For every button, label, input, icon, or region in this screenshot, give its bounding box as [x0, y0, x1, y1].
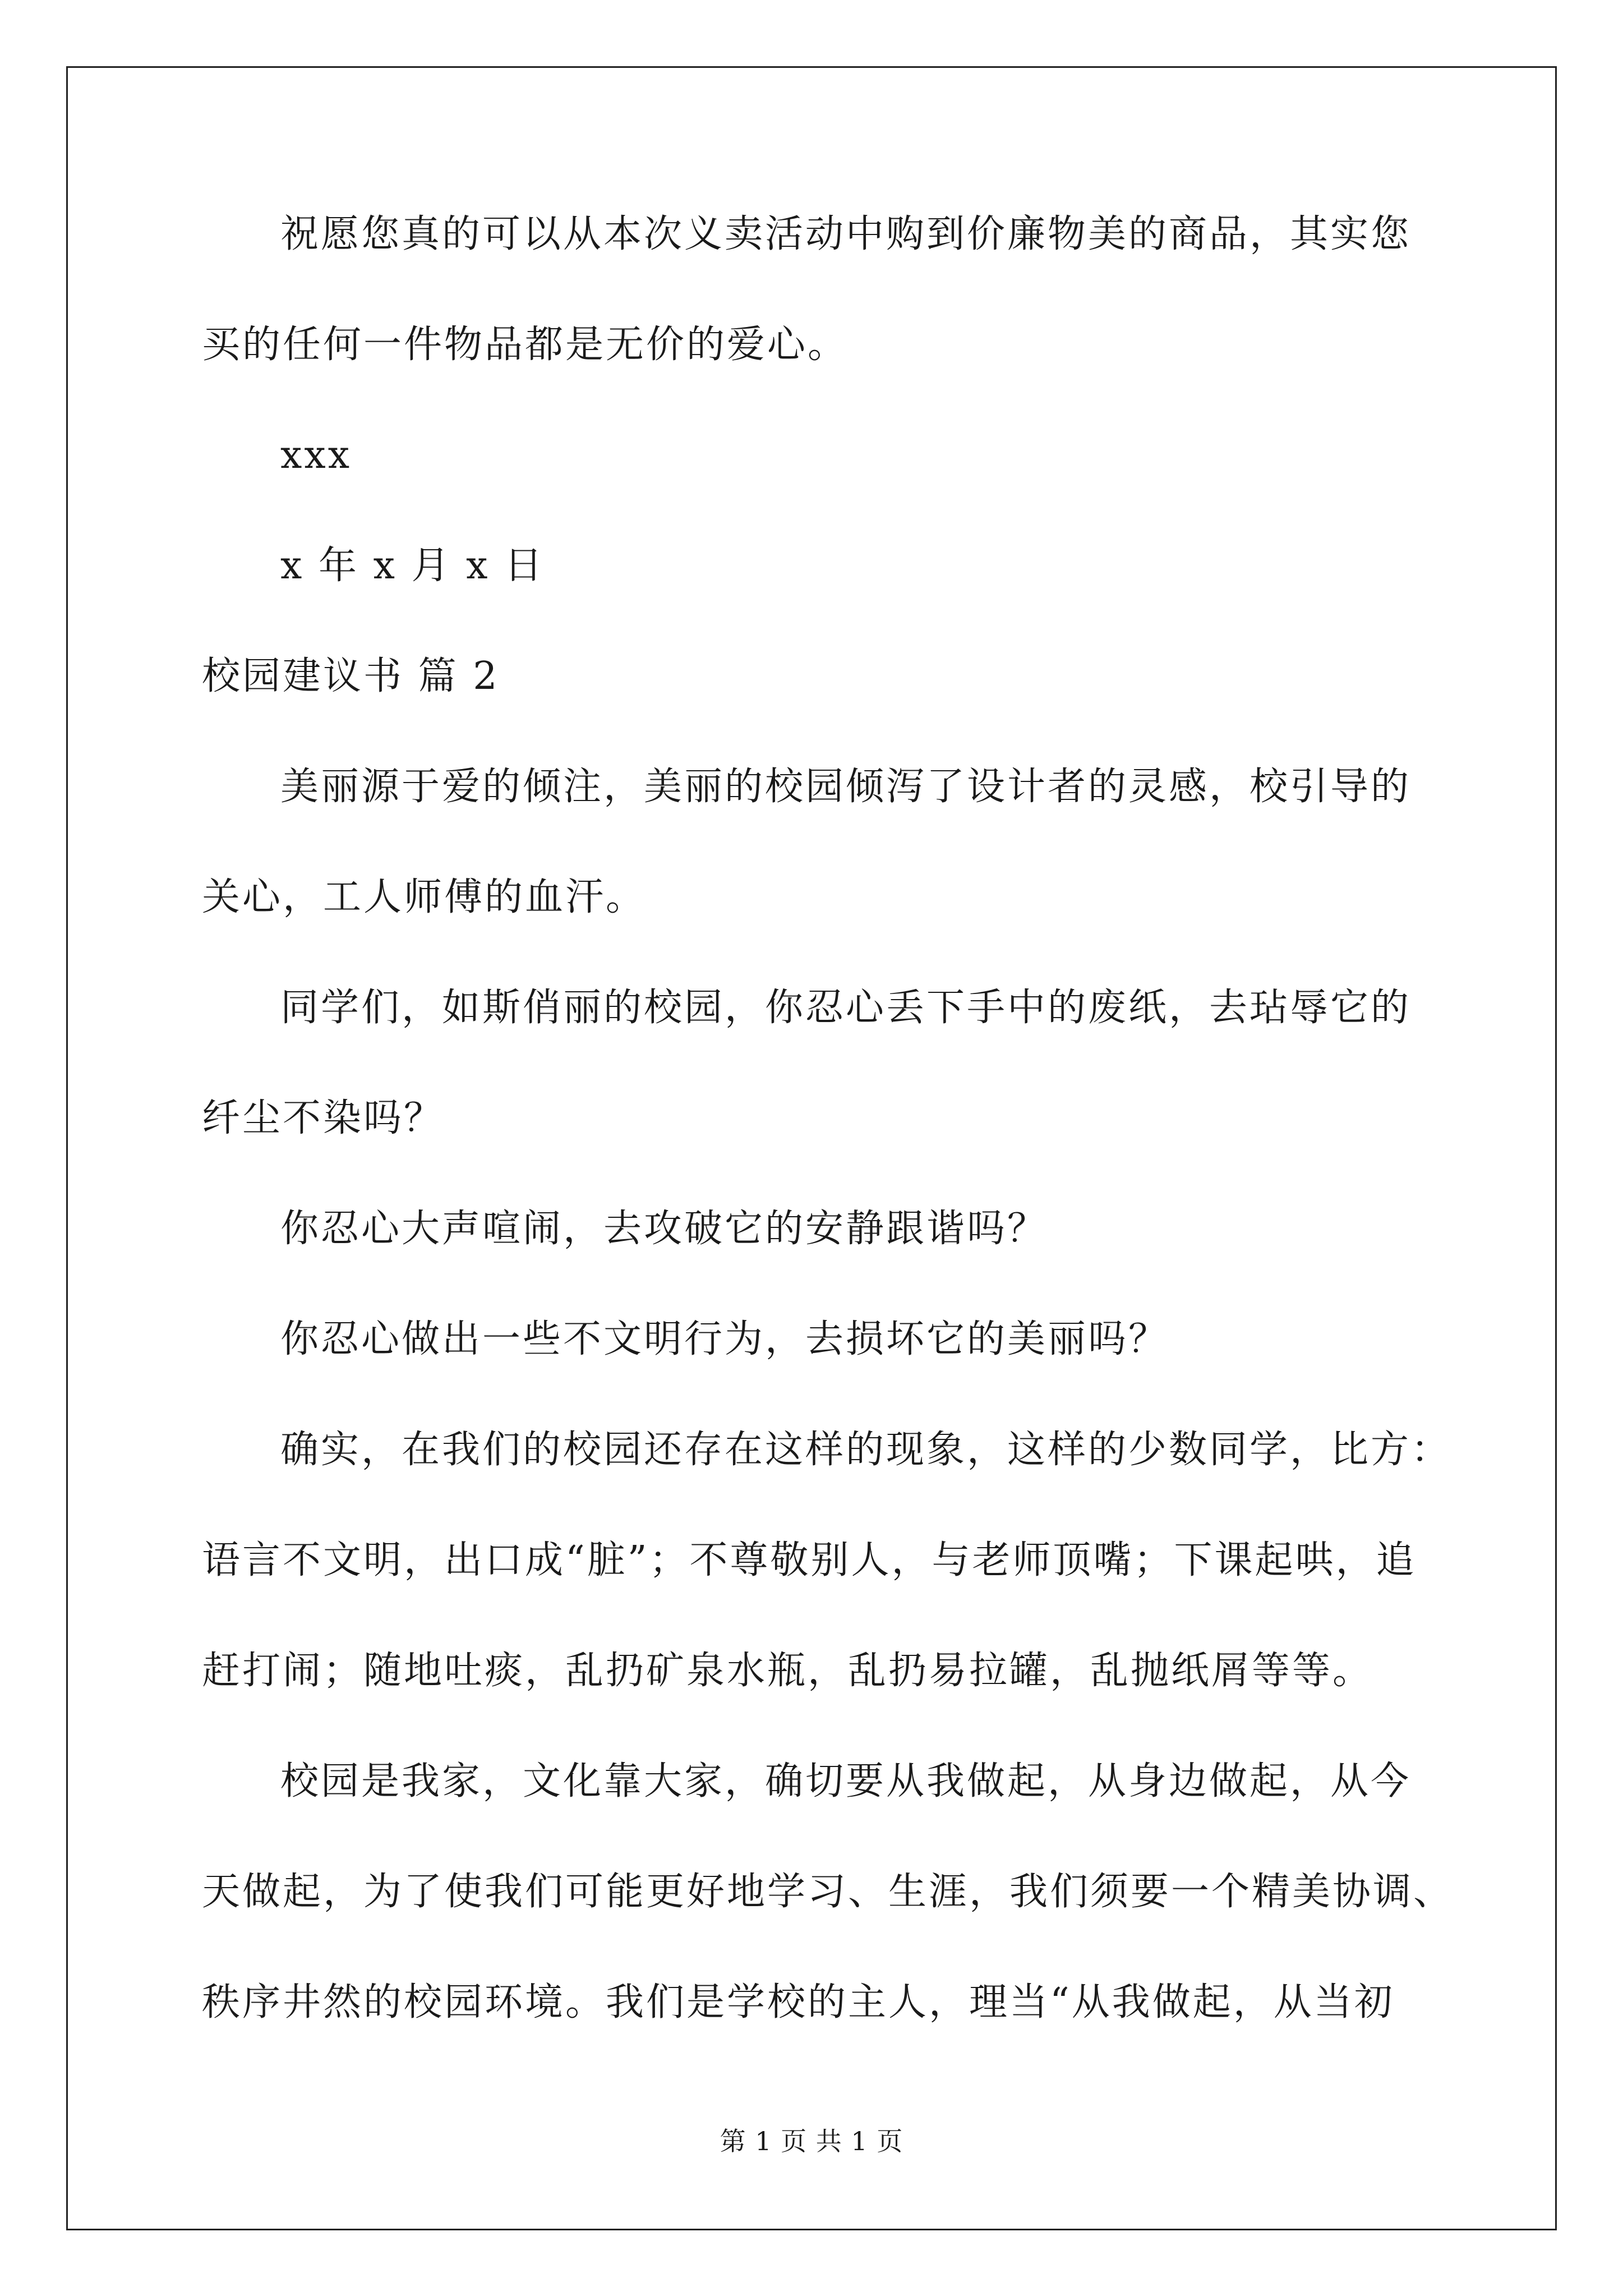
date-line: x 年 x 月 x 日: [280, 544, 545, 588]
paragraph-line: 关心，工人师傅的血汗。: [202, 875, 647, 919]
signature: xxx: [280, 433, 352, 477]
paragraph-line: 买的任何一件物品都是无价的爱心。: [202, 323, 849, 367]
paragraph-line: 你忍心大声喧闹，去攻破它的安静跟谐吗？: [280, 1207, 1048, 1251]
paragraph-line: 同学们，如斯俏丽的校园，你忍心丢下手中的废纸，去玷辱它的: [280, 986, 1412, 1030]
paragraph-line: 确实，在我们的校园还存在这样的现象，这样的少数同学，比方：: [280, 1428, 1452, 1472]
paragraph-line: 校园是我家，文化靠大家，确切要从我做起，从身边做起，从今: [280, 1759, 1412, 1803]
paragraph-line: 语言不文明，出口成“脏”；不尊敬别人，与老师顶嘴；下课起哄，追: [202, 1538, 1417, 1582]
paragraph-line: 天做起，为了使我们可能更好地学习、生涯，我们须要一个精美协调、: [202, 1870, 1454, 1914]
page-footer: [0, 2126, 1623, 2156]
paragraph-line: 美丽源于爱的倾注，美丽的校园倾泻了设计者的灵感，校引导的: [280, 765, 1412, 809]
paragraph-line: 赶打闹；随地吐痰，乱扔矿泉水瓶，乱扔易拉罐，乱抛纸屑等等。: [202, 1649, 1373, 1693]
section-heading: 校园建议书 篇 2: [202, 654, 500, 698]
paragraph-line: 纤尘不染吗？: [202, 1096, 445, 1140]
paragraph-line: 秩序井然的校园环境。我们是学校的主人，理当“从我做起，从当初: [202, 1980, 1395, 2024]
paragraph-line: 你忍心做出一些不文明行为，去损坏它的美丽吗？: [280, 1317, 1169, 1361]
page-number: 第 1 页 共 1 页: [720, 2126, 903, 2156]
paragraph-line: 祝愿您真的可以从本次义卖活动中购到价廉物美的商品，其实您: [280, 212, 1412, 256]
